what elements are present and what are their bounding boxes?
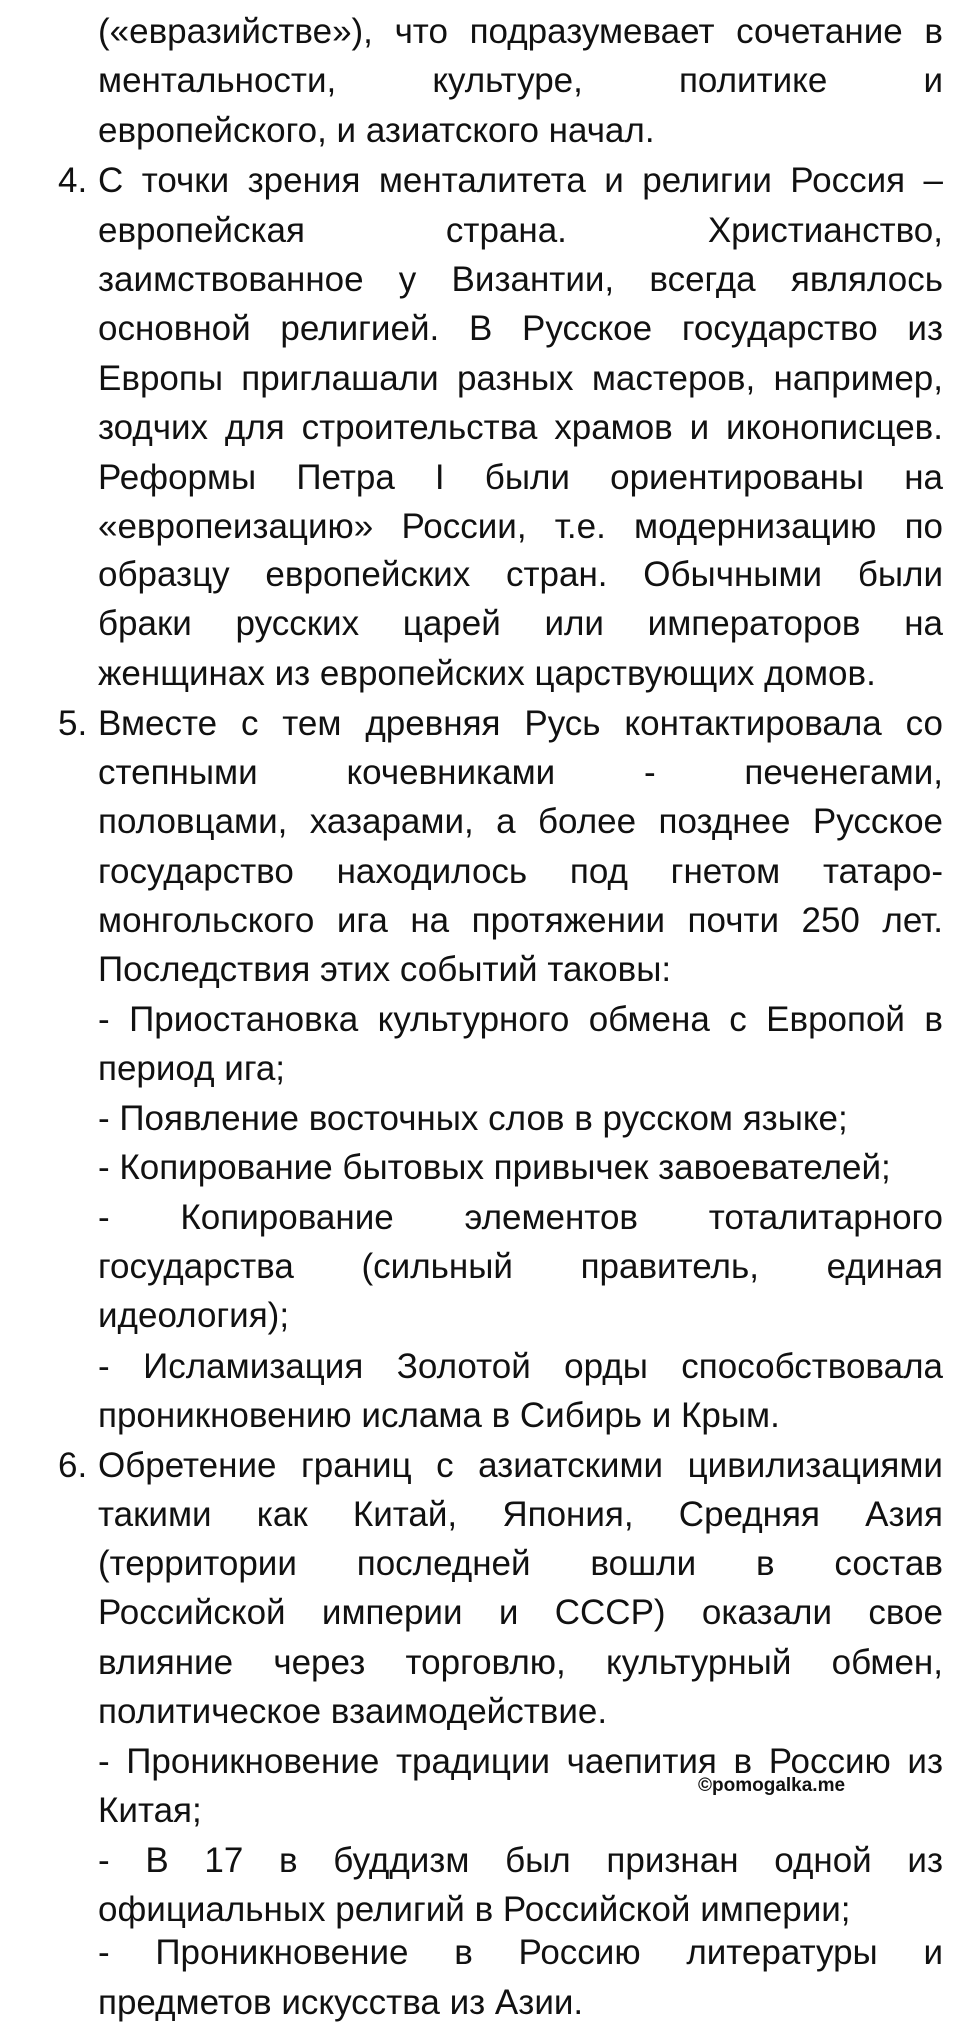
list-item-line: - Исламизация Золотой орды способствовала [98,1347,943,1386]
list-item-line: - Копирование элементов тоталитарного [98,1198,943,1237]
list-item-line: европейская страна. Христианство, [98,211,943,250]
list-item-line: женщинах из европейских царствующих домов. [98,654,876,693]
list-item-line: Китая; [98,1791,202,1830]
list-item-line: период ига; [98,1049,286,1088]
list-item-line: образцу европейских стран. Обычными были [98,555,943,594]
list-item-line: Обретение границ с азиатскими цивилизациями [98,1446,943,1485]
list-item-line: заимствованное у Византии, всегда являлось [98,260,943,299]
list-item-number: 6. [58,1446,88,1485]
list-item-number: 4. [58,161,88,200]
paragraph-line: европейского, и азиатского начал. [98,111,655,150]
list-item-line: - Проникновение в Россию литературы и [98,1933,943,1972]
list-item-line: «европеизацию» России, т.е. модернизацию по [98,507,943,546]
list-item-line: предметов искусства из Азии. [98,1983,584,2022]
list-item-line: степными кочевниками - печенегами, [98,753,943,792]
list-item-line: - Проникновение традиции чаепития в Россию из [98,1742,943,1781]
watermark: ©pomogalka.me [698,1775,846,1796]
list-item-line: официальных религий в Российской империи; [98,1890,851,1929]
list-item-line: - Копирование бытовых привычек завоевателей; [98,1148,891,1187]
list-item-line: Реформы Петра I были ориентированы на [98,458,943,497]
list-item-line: политическое взаимодействие. [98,1692,608,1731]
list-item-line: (территории последней вошли в состав [98,1544,943,1583]
paragraph-line: ментальности, культуре, политике и [98,61,943,100]
list-item-line: зодчих для строительства храмов и иконописцев. [98,408,943,447]
list-item-line: влияние через торговлю, культурный обмен, [98,1643,943,1682]
list-item-line: - В 17 в буддизм был признан одной из [98,1841,943,1880]
list-item-line: браки русских царей или императоров на [98,604,943,643]
list-item-line: Европы приглашали разных мастеров, например, [98,359,943,398]
list-item-line: Вместе с тем древняя Русь контактировала со [98,704,943,743]
list-item-line: Российской империи и СССР) оказали свое [98,1593,943,1632]
list-item-line: - Появление восточных слов в русском языке; [98,1099,848,1138]
list-item-line: такими как Китай, Япония, Средняя Азия [98,1495,943,1534]
list-item-line: С точки зрения менталитета и религии Россия – [98,161,943,200]
list-item-line: половцами, хазарами, а более позднее Русское [98,802,943,841]
list-item-line: - Приостановка культурного обмена с Европой в [98,1000,943,1039]
list-item-line: проникновению ислама в Сибирь и Крым. [98,1396,780,1435]
list-item-line: монгольского ига на протяжении почти 250 лет. [98,901,943,940]
list-item-line: идеология); [98,1296,290,1335]
list-item-line: основной религией. В Русское государство из [98,309,943,348]
paragraph-line: («евразийстве»), что подразумевает сочетание в [98,12,943,51]
list-item-line: государство находилось под гнетом татаро- [98,852,943,891]
list-item-number: 5. [58,704,88,743]
list-item-line: государства (сильный правитель, единая [98,1247,943,1286]
list-item-line: Последствия этих событий таковы: [98,950,672,989]
